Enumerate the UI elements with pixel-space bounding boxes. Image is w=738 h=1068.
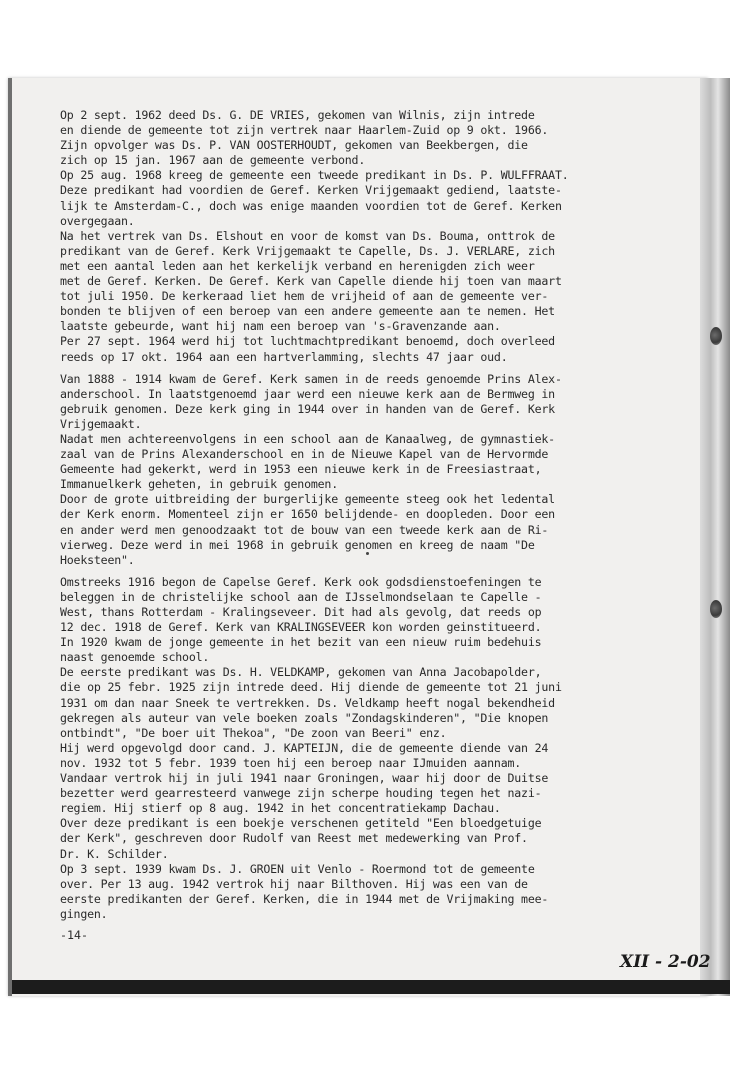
- text-line: der Kerk", geschreven door Rudolf van Reest met medewerking van Prof.: [60, 831, 528, 846]
- paragraph-kralingseveer: [60, 575, 700, 922]
- text-line: Door de grote uitbreiding der burgerlijke gemeente steeg ook het ledental: [60, 492, 555, 507]
- text-line: In 1920 kwam de jonge gemeente in het bezit van een nieuw ruim bedehuis: [60, 635, 542, 650]
- paragraph-vries-oosterhoudt: [60, 108, 700, 365]
- text-line: over. Per 13 aug. 1942 vertrok hij naar Bilthoven. Hij was een van de: [60, 876, 528, 891]
- typewritten-text: [60, 108, 700, 922]
- text-line: Vrijgemaakt.: [60, 416, 142, 431]
- text-line: Gemeente had gekerkt, werd in 1953 een nieuwe kerk in de Freesiastraat,: [60, 462, 542, 477]
- text-line: lijk te Amsterdam-C., doch was enige maanden voordien tot de Geref. Kerken: [60, 198, 562, 213]
- text-line: vierweg. Deze werd in mei 1968 in gebruik genomen en kreeg de naam "De: [60, 537, 535, 552]
- text-line: gebruik genomen. Deze kerk ging in 1944 over in handen van de Geref. Kerk: [60, 401, 555, 416]
- text-line: Op 25 aug. 1968 kreeg de gemeente een tweede predikant in Ds. P. WULFFRAAT.: [60, 168, 569, 183]
- text-line: De eerste predikant was Ds. H. VELDKAMP, gekomen van Anna Jacobapolder,: [60, 665, 542, 680]
- text-line: gekregen als auteur van vele boeken zoals "Zondagskinderen", "Die knopen: [60, 710, 549, 725]
- text-line: nov. 1932 tot 5 febr. 1939 toen hij een beroep naar IJmuiden aannam.: [60, 755, 522, 770]
- text-line: Over deze predikant is een boekje verschenen getiteld "Een bloedgetuige: [60, 816, 542, 831]
- text-line: regiem. Hij stierf op 8 aug. 1942 in het concentratiekamp Dachau.: [60, 801, 501, 816]
- scan-bottom-border: [12, 980, 730, 994]
- text-line: Vandaar vertrok hij in juli 1941 naar Groningen, waar hij door de Duitse: [60, 771, 549, 786]
- archive-code: XII - 2-02: [620, 952, 711, 972]
- text-line: bonden te blijven of een beroep van een andere gemeente aan te nemen. Het: [60, 304, 555, 319]
- text-line: Op 3 sept. 1939 kwam Ds. J. GROEN uit Venlo - Roermond tot de gemeente: [60, 861, 535, 876]
- text-line: met de Geref. Kerken. De Geref. Kerk van Capelle diende hij toen van maart: [60, 274, 562, 289]
- text-line: Hij werd opgevolgd door cand. J. KAPTEIJN, die de gemeente diende van 24: [60, 740, 549, 755]
- text-line: ontbindt", "De boer uit Thekoa", "De zoon van Beeri" enz.: [60, 725, 447, 740]
- text-line: die op 25 febr. 1925 zijn intrede deed. Hij diende de gemeente tot 21 juni: [60, 680, 562, 695]
- binder-edge: [700, 78, 730, 996]
- text-line: zich op 15 jan. 1967 aan de gemeente verbond.: [60, 153, 366, 168]
- text-line: Dr. K. Schilder.: [60, 846, 169, 861]
- text-line: bezetter werd gearresteerd vanwege zijn scherpe houding tegen het nazi-: [60, 786, 542, 801]
- text-line: Omstreeks 1916 begon de Capelse Geref. Kerk ook godsdienstoefeningen te: [60, 574, 542, 589]
- text-line: 12 dec. 1918 de Geref. Kerk van KRALINGSEVEER kon worden geinstitueerd.: [60, 620, 542, 635]
- page-number: -14-: [60, 928, 88, 942]
- text-line: zaal van de Prins Alexanderschool en in de Nieuwe Kapel van de Hervormde: [60, 447, 549, 462]
- text-line: gingen.: [60, 906, 108, 921]
- text-line: en diende de gemeente tot zijn vertrek naar Haarlem-Zuid op 9 okt. 1966.: [60, 123, 549, 138]
- text-line: reeds op 17 okt. 1964 aan een hartverlamming, slechts 47 jaar oud.: [60, 349, 508, 364]
- text-line: Zijn opvolger was Ds. P. VAN OOSTERHOUDT, gekomen van Beekbergen, die: [60, 138, 528, 153]
- text-line: tot juli 1950. De kerkeraad liet hem de vrijheid of aan de gemeente ver-: [60, 289, 549, 304]
- text-line: anderschool. In laatstgenoemd jaar werd een nieuwe kerk aan de Bermweg in: [60, 386, 555, 401]
- text-line: 1931 om dan naar Sneek te vertrekken. Ds. Veldkamp heeft nogal bekendheid: [60, 695, 555, 710]
- text-line: beleggen in de christelijke school aan de IJsselmondselaan te Capelle -: [60, 589, 542, 604]
- text-line: Van 1888 - 1914 kwam de Geref. Kerk samen in de reeds genoemde Prins Alex-: [60, 371, 562, 386]
- page-left-edge: [8, 78, 12, 996]
- text-line: Op 2 sept. 1962 deed Ds. G. DE VRIES, gekomen van Wilnis, zijn intrede: [60, 108, 535, 122]
- text-line: Hoeksteen".: [60, 552, 135, 567]
- text-line: eerste predikanten der Geref. Kerken, die in 1944 met de Vrijmaking mee-: [60, 891, 549, 906]
- text-line: overgegaan.: [60, 213, 135, 228]
- text-line: en ander werd men genoodzaakt tot de bouw van een tweede kerk aan de Ri-: [60, 522, 549, 537]
- text-line: Per 27 sept. 1964 werd hij tot luchtmachtpredikant benoemd, doch overleed: [60, 334, 555, 349]
- text-line: Immanuelkerk geheten, in gebruik genomen.: [60, 477, 338, 492]
- text-line: der Kerk enorm. Momenteel zijn er 1650 belijdende- en doopleden. Door een: [60, 507, 555, 522]
- punch-hole-top: [710, 327, 722, 345]
- text-line: Deze predikant had voordien de Geref. Kerken Vrijgemaakt gediend, laatste-: [60, 183, 562, 198]
- text-line: Na het vertrek van Ds. Elshout en voor de komst van Ds. Bouma, onttrok de: [60, 228, 555, 243]
- text-line: met een aantal leden aan het kerkelijk verband en herenigden zich weer: [60, 258, 535, 273]
- paragraph-bermweg-kerk: [60, 372, 700, 568]
- text-line: Nadat men achtereenvolgens in een school aan de Kanaalweg, de gymnastiek-: [60, 431, 555, 446]
- text-line: laatste gebeurde, want hij nam een beroep van 's-Gravenzande aan.: [60, 319, 501, 334]
- text-line: West, thans Rotterdam - Kralingseveer. Dit had als gevolg, dat reeds op: [60, 605, 542, 619]
- text-line: predikant van de Geref. Kerk Vrijgemaakt te Capelle, Ds. J. VERLARE, zich: [60, 243, 555, 258]
- punch-hole-bottom: [710, 600, 722, 618]
- text-line: naast genoemde school.: [60, 650, 210, 665]
